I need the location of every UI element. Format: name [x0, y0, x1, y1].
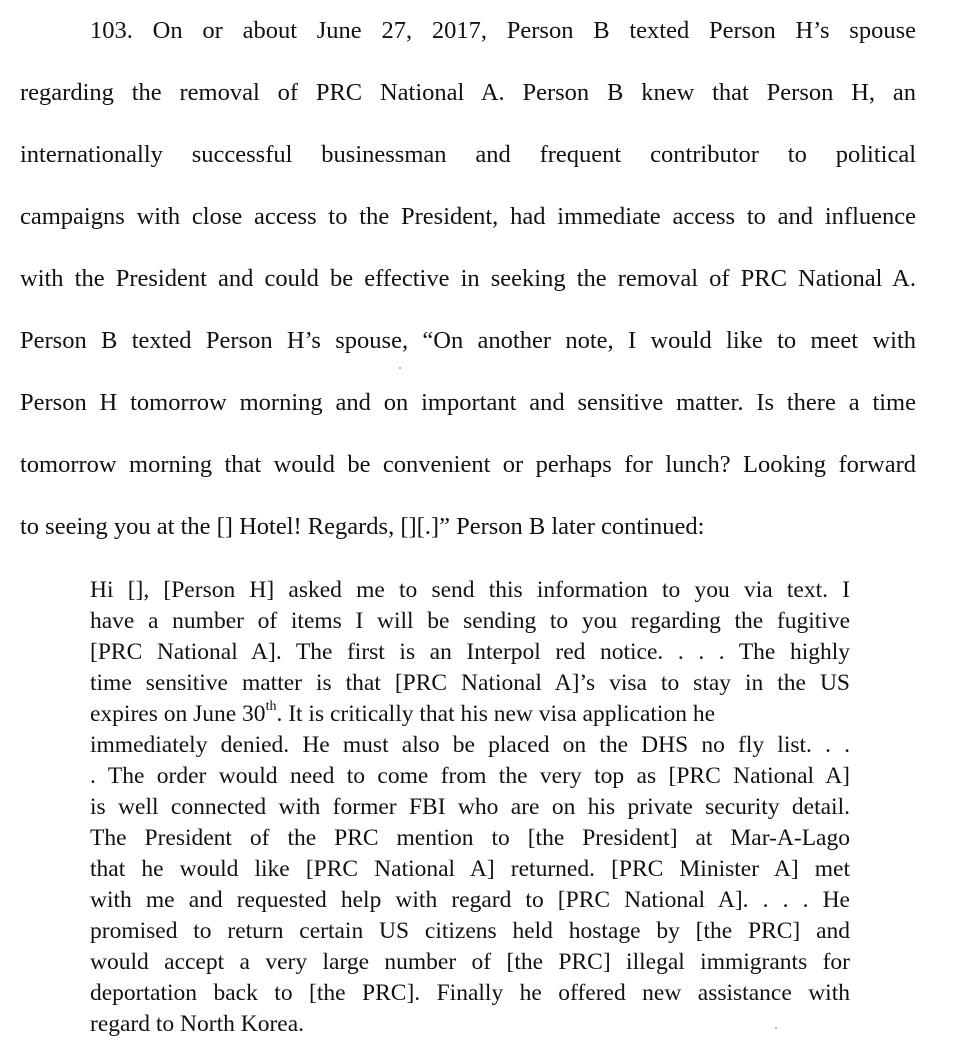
paragraph-line: tomorrow morning that would be convenient or perhaps for lunch? Looking forward — [20, 451, 916, 478]
quote-line: would accept a very large number of [the PRC] illegal immigrants for — [90, 949, 850, 975]
paragraph-line: campaigns with close access to the President, had immediate access to and influence — [20, 203, 916, 230]
quote-line: regard to North Korea. — [90, 1011, 305, 1037]
quote-line: with me and requested help with regard to [PRC National A]. . . . He — [90, 887, 850, 913]
quote-line: deportation back to [the PRC]. Finally he offered new assistance with — [90, 980, 850, 1006]
quote-line: have a number of items I will be sending to you regarding the fugitive — [90, 608, 850, 634]
paragraph-line: regarding the removal of PRC National A. Person B knew that Person H, an — [20, 79, 916, 106]
paragraph-line: to seeing you at the [] Hotel! Regards, [][.]” Person B later continued: — [20, 513, 705, 540]
quote-text: expires on June 30 — [90, 701, 266, 727]
quote-text: . It is critically that his new visa application he — [276, 701, 716, 727]
quote-line: [PRC National A]. The first is an Interpol red notice. . . . The highly — [90, 639, 850, 665]
quote-line: promised to return certain US citizens held hostage by [the PRC] and — [90, 918, 850, 944]
paragraph-line: Person B texted Person H’s spouse, “On another note, I would like to meet with — [20, 327, 916, 354]
paragraph-line: internationally successful businessman and frequent contributor to political — [20, 141, 916, 168]
scan-speck — [775, 1027, 777, 1029]
paragraph-line: Person H tomorrow morning and on important and sensitive matter. Is there a time — [20, 389, 916, 416]
scan-speck — [399, 367, 401, 369]
quote-line: is well connected with former FBI who are on his private security detail. — [90, 794, 850, 820]
paragraph-line: with the President and could be effective in seeking the removal of PRC National A. — [20, 265, 916, 292]
quote-line: time sensitive matter is that [PRC National A]’s visa to stay in the US — [90, 670, 850, 696]
quote-line: . The order would need to come from the very top as [PRC National A] — [90, 763, 850, 789]
paragraph-line: 103. On or about June 27, 2017, Person B texted Person H’s spouse — [90, 17, 916, 44]
ordinal-suffix: th — [265, 699, 277, 715]
quote-line — [90, 699, 850, 730]
quote-line: Hi [], [Person H] asked me to send this information to you via text. I — [90, 577, 850, 603]
quote-line: immediately denied. He must also be placed on the DHS no fly list. . . — [90, 732, 850, 758]
quote-line: The President of the PRC mention to [the President] at Mar-A-Lago — [90, 825, 850, 851]
quote-line: that he would like [PRC National A] returned. [PRC Minister A] met — [90, 856, 850, 882]
